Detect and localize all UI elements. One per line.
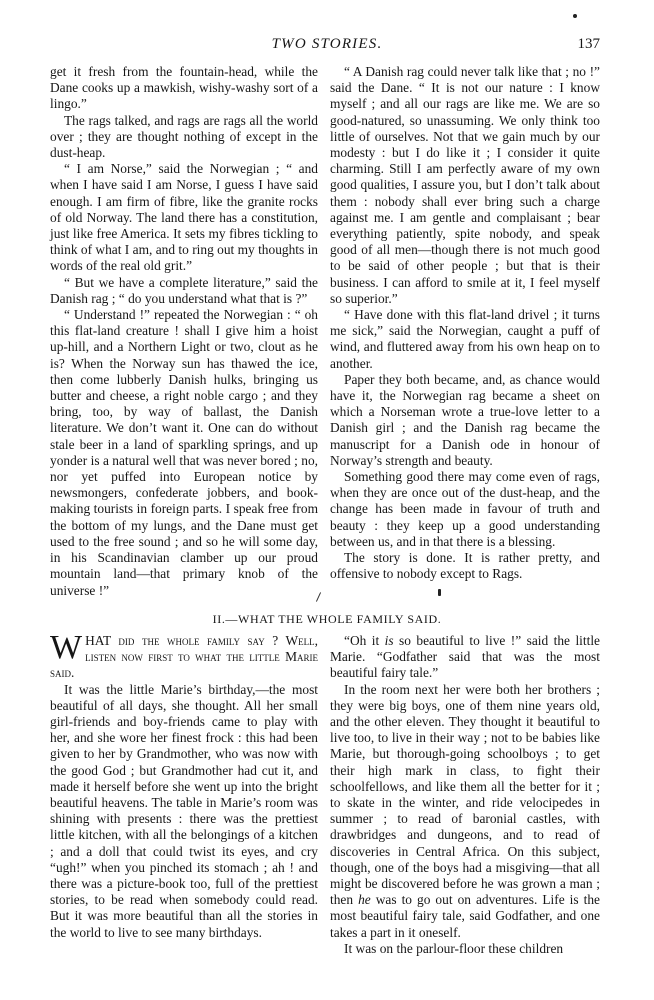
top-left-column	[50, 64, 318, 599]
bottom-right-column	[330, 633, 600, 957]
top-right-column	[330, 64, 600, 583]
paragraph: Something good there may come even of rags, when they are once out of the dust-heap, and the change has been made in favour of truth and beauty : they keep up a good understanding between us, and in that there is a blessing.	[330, 469, 600, 549]
paragraph: “ Understand !” repeated the Norwegian : “ oh this flat-land creature ! shall I give him a hoist up-hill, and a Northern Light or two, clout as he is? When the Norway sun has thawed the ice, then come lubberly Danish hulks, bringing us butter and cheese, a right noble cargo ; and they bring, too, by way of ballast, the Danish literature. We don’t want it. One can do without stale beer in a land of sparkling springs, and up yonder is a natural well that was never bored ; no, nor yet puffed into European notice by newsmongers, confederate jobbers, and book-making tourists in foreign parts. I speak free from the bottom of my lungs, and the Dane must get used to the free sound ; and so he will some day, in his Scandinavian clamber up our proud mountain land—that primary knob of the universe !”	[50, 307, 318, 598]
ink-dot	[573, 14, 577, 18]
paragraph: “ Have done with this flat-land drivel ; it turns me sick,” said the Norwegian, caught a puff of wind, and fluttered away from his own heap on to another.	[330, 307, 600, 371]
paragraph	[330, 633, 600, 682]
paragraph: get it fresh from the fountain-head, while the Dane cooks up a mawkish, wishy-washy sort of a lingo.”	[50, 64, 318, 112]
text-run: “Oh it	[344, 633, 385, 648]
emphasis: is	[384, 633, 394, 648]
paragraph: Paper they both became, and, as chance would have it, the Norwegian rag became a sheet on which a Norseman wrote a true-love letter to a Danish girl ; and the Danish rag became the manuscript for a Danish ode in honour of Norway’s strength and beauty.	[330, 371, 600, 468]
opening-paragraph	[50, 629, 318, 682]
paragraph: The story is done. It is rather pretty, and offensive to nobody except to Rags.	[330, 550, 600, 582]
running-head	[0, 36, 654, 58]
drop-cap: W	[50, 629, 83, 666]
page-number: 137	[577, 36, 600, 52]
paragraph: It was the little Marie’s birthday,—the most beautiful of all days, she thought. All her small girl-friends and boy-friends came to play with her, and she wore her finest frock : this had been given to her by Grandmother, who was now with the good God ; but Grandmother had cut it, and made it herself before she went up into the bright beautiful heavens. The table in Marie’s room was shining with presents : there was the prettiest little kitchen, with all the belongings of a kitchen ; and a doll that could twist its eyes, and cry “ugh!” when you pinched its stomach ; ah ! and there was a picture-book too, full of the prettiest stories, to be read when somebody could read. But it was more beautiful than all the stories in the world to live to see many birthdays.	[50, 681, 318, 940]
emphasis: he	[358, 892, 371, 908]
paragraph: It was on the parlour-floor these children	[344, 940, 564, 956]
bottom-left-column	[50, 629, 318, 941]
paragraph: “ I am Norse,” said the Norwegian ; “ and when I have said I am Norse, I guess I have said enough. I am firm of fibre, like the granite rocks of old Norway. The land there has a constitution, just like free America. It sets my fibres tickling to think of what I am, and to ring out my thoughts in words of the real old grit.”	[50, 161, 318, 274]
text-run: was to go out on adventures. Life is the most beautiful fairy tale, said Godfather, and one takes a part in it oneself.	[330, 892, 600, 940]
text-run: so beautiful to live !” said the little Marie. “Godfather said that was the most beautiful fairy tale.”	[330, 633, 600, 681]
running-title: TWO STORIES.	[271, 36, 383, 52]
text-run: In the room next her were both her brothers ; they were big boys, one of them nine years old, and the other eleven. They thought it beautiful to live too, to live in their way ; not to be babies like Marie, but thorough-going schoolboys ; to get their high mark in class, to fight their schoolfellows, and like them all the better for it ; to skate in the winter, and ride velocipedes in summer ; to read of baronial castles, with drawbridges and dungeons, and to read of discoveries in Central Africa. On this subject, though, one of the boys had a misgiving—that all might be discovered before he was grown a man ; then	[330, 681, 600, 908]
section-heading: II.—WHAT THE WHOLE FAMILY SAID.	[212, 612, 442, 626]
paragraph: The rags talked, and rags are rags all the world over ; they are thought nothing of except in the dust-heap.	[50, 112, 318, 161]
paragraph: “ A Danish rag could never talk like that ; no !” said the Dane. “ It is not our nature : I know myself ; and all our rags are like me. We are so good-natured, so unassuming. We only think too little of ourselves. Not that we gain much by our modesty : but I do like it ; I consider it quite charming. Still I am perfectly aware of my own good qualities, I assure you, but I don’t talk about them : nobody shall ever bring such a charge against me. I am gentle and complaisant ; bear everything patiently, spite nobody, and speak good of all men—though there is not much good to be said of other people ; but that is their business. I can afford to smile at it, I feel myself so superior.”	[330, 64, 600, 306]
paragraph	[330, 682, 600, 941]
ink-blot	[438, 589, 441, 596]
paragraph: “ But we have a complete literature,” said the Danish rag ; “ do you understand what that is ?”	[50, 274, 318, 306]
opening-text: HAT did the whole family say ? Well, listen now first to what the little Marie said.	[50, 633, 318, 681]
